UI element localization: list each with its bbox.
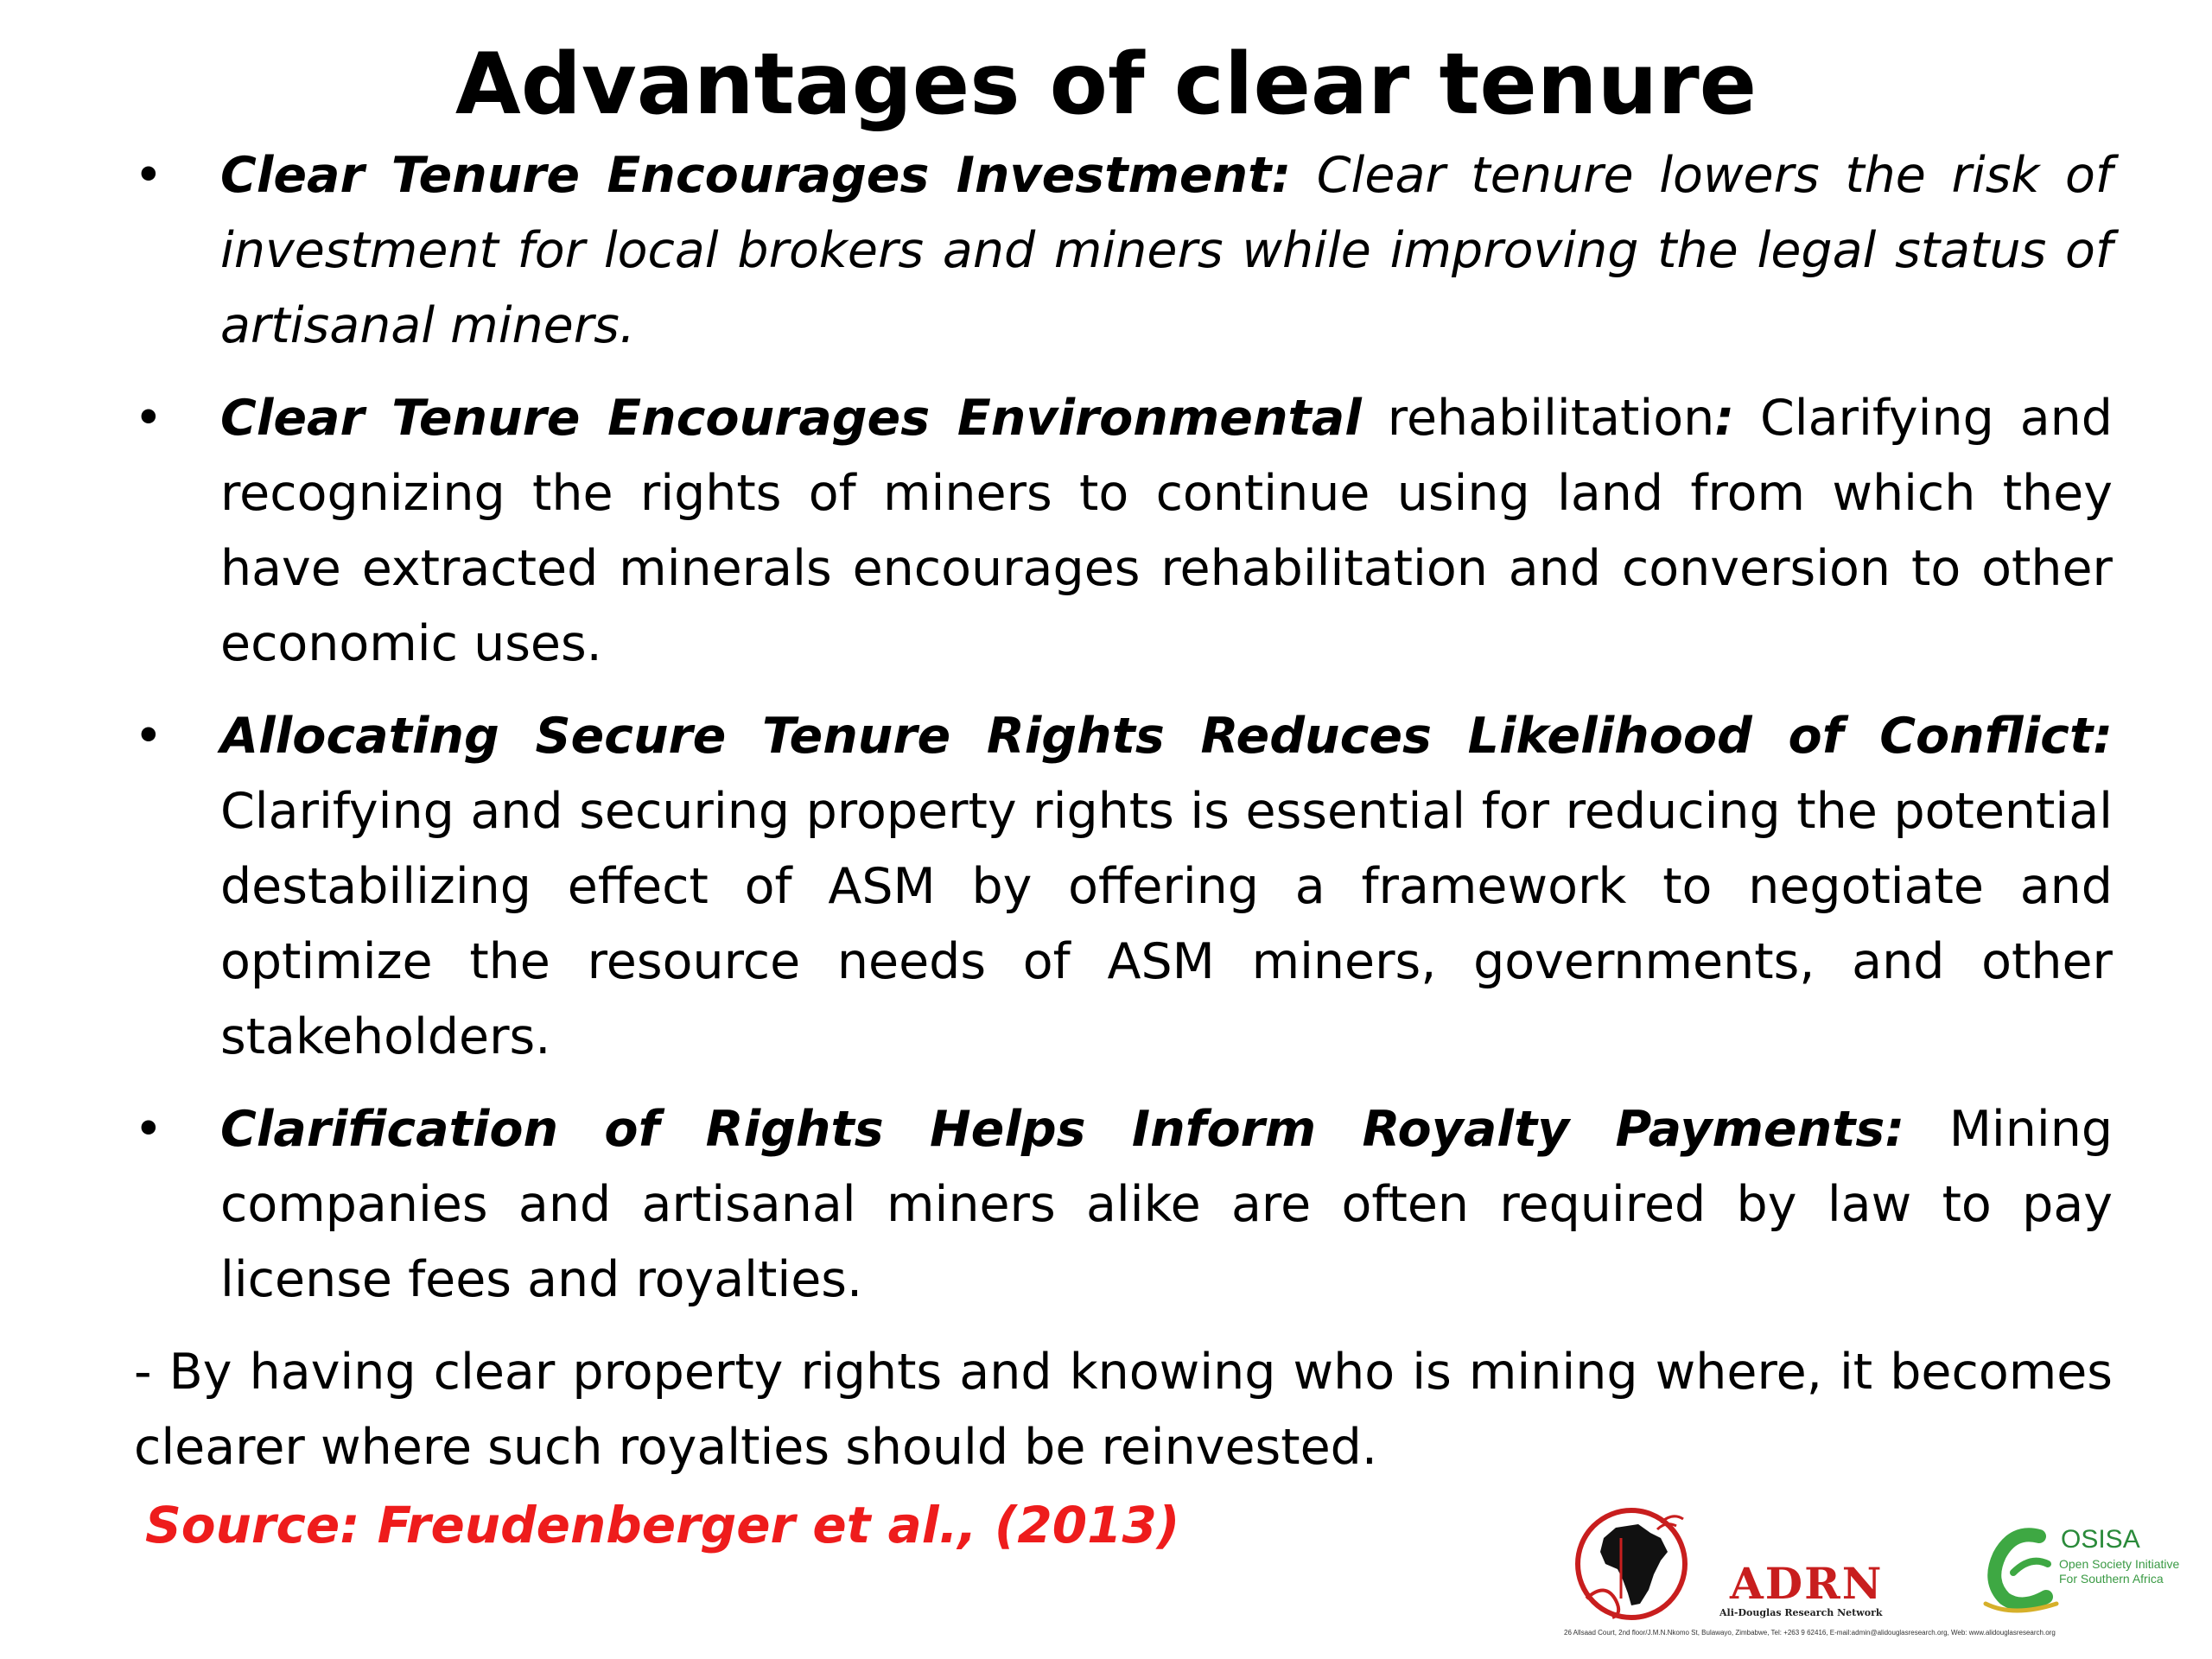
logo-strip xyxy=(1555,1469,2195,1642)
source-citation: Source: Freudenberger et al., (2013) xyxy=(145,1496,1180,1554)
bullet-text: Clarifying and recognizing the rights of miners to continue using land from which they have extracted minerals encourages rehabilitation and conversion to other economic uses. xyxy=(220,390,2113,672)
bullet-text: Clear tenure lowers the risk of investment for local brokers and miners while improving the legal status of artisanal miners. xyxy=(220,147,2113,354)
bullet-heading: Allocating Secure Tenure Rights Reduces Likelihood of Conflict: xyxy=(220,708,2113,765)
bullet-colon: : xyxy=(1714,390,1735,447)
slide-title: Advantages of clear tenure xyxy=(454,35,1758,134)
bullet-heading: Clear Tenure Encourages Environmental xyxy=(220,390,1362,447)
royalty-note: - By having clear property rights and knowing who is mining where, it becomes clearer where such royalties should be reinvested. xyxy=(134,1344,2113,1476)
slide-body xyxy=(134,138,2113,1485)
osisa-logo-subtitle: Open Society Initiative For Southern Africa xyxy=(2059,1557,2180,1586)
bullet-heading: Clarification of Rights Helps Inform Royalty Payments: xyxy=(220,1101,1905,1158)
adrn-logo-subtitle: Ali-Douglas Research Network xyxy=(1719,1607,1883,1618)
bullet-icon: • xyxy=(134,1101,163,1158)
bullet-icon: • xyxy=(134,390,163,447)
adrn-africa-logo-icon xyxy=(1571,1503,1692,1624)
footer-contact: 26 Allsaad Court, 2nd floor/J.M.N.Nkomo St, Bulawayo, Zimbabwe, Tel: +263 9 62416, E-mail:admin@alidouglasresearch.org, Web: www.alidouglasresearch.org xyxy=(1564,1629,2056,1637)
bullet-list xyxy=(134,138,2113,1318)
bullet-item-environmental xyxy=(134,381,2113,682)
osisa-logo-text: OSISA xyxy=(2061,1525,2140,1554)
bullet-item-conflict xyxy=(134,699,2113,1075)
adrn-logo-text: ADRN xyxy=(1730,1558,1884,1609)
bullet-text: Mining companies and artisanal miners alike are often required by law to pay license fees and royalties. xyxy=(220,1101,2113,1308)
bullet-heading-rest: rehabilitation xyxy=(1361,390,1715,447)
bullet-icon: • xyxy=(134,147,163,204)
bullet-heading: Clear Tenure Encourages Investment: xyxy=(220,147,1292,204)
bullet-text: Clarifying and securing property rights is essential for reducing the potential destabilizing effect of ASM by offering a framework to negotiate and optimize the resource needs of ASM miners, governments, and other stakeholders. xyxy=(220,783,2113,1065)
osisa-logo-icon xyxy=(1979,1521,2065,1616)
bullet-icon: • xyxy=(134,708,163,765)
bullet-item-investment xyxy=(134,138,2113,364)
bullet-item-royalty xyxy=(134,1092,2113,1318)
